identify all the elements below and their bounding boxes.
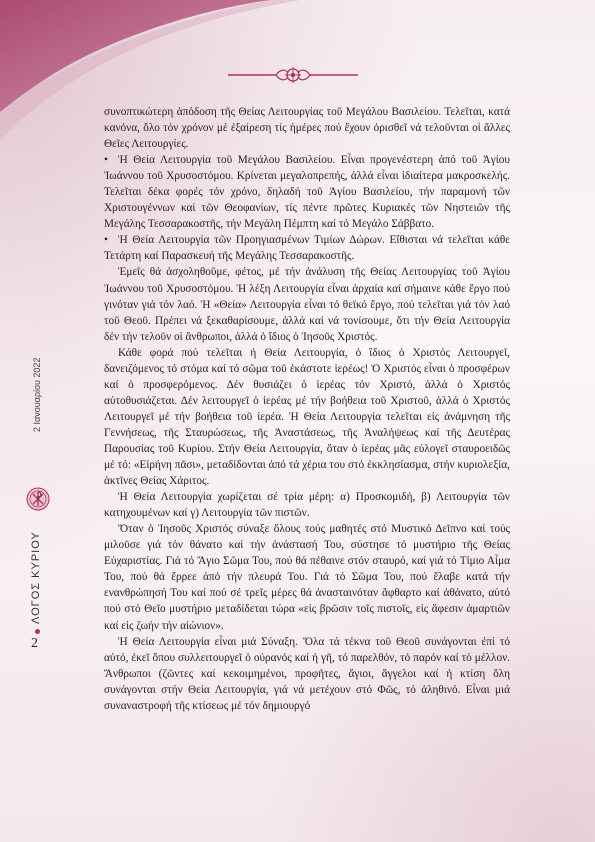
issue-date: 2 Ιανουαρίου 2022 — [32, 357, 42, 432]
paragraph: Ἐμεῖς θά ἀσχοληθοῦμε, φέτος, μέ τήν ἀνάλυση τῆς Θείας Λειτουργίας τοῦ Ἁγίου Ἰωάννου τοῦ Χρυσοστόμου. Ἡ λέξη Λειτουργία εἶναι ἀρχαία καί σήμαινε κάθε ἔργο πού γινόταν γιά τόν λαό. Ἡ «Θεία» Λειτουργία εἶναι τό θεϊκό ἔργο, πού τελεῖται γιά τόν λαό τοῦ Θεοῦ. Πρέπει νά ξεκαθαρίσουμε, ἀλλά καί νά τονίσουμε, ὅτι τήν Θεία Λειτουργία δέν τήν τελοῦν οἱ ἄνθρωποι, ἀλλά ὁ ἴδιος ὁ Ἰησοῦς Χριστός. — [104, 266, 510, 343]
ornate-divider-icon — [228, 64, 358, 86]
paragraph: Ἡ Θεία Λειτουργία εἶναι μιά Σύναξη. Ὅλα τά τέκνα τοῦ Θεοῦ συνάγονται ἐπί τό αὐτό, ἐκεῖ ὅπου συλλειτουργεῖ ὁ οὐρανός καί ἡ γῆ, τό παρελθόν, τό παρόν καί τό μέλλον. Ἄνθρωποι (ζῶντες καί κεκοιμημένοι, προφῆτες, ἅγιοι, ἄγγελοι καί ἡ κτίση ὅλη συνάγονται στήν Θεία Λειτουργία, γιά νά μετέχουν στό Φῶς, τό ἀληθινό. Εἶναι μιά συναναστροφή τῆς κτίσεως μέ τόν δημιουργό — [104, 635, 510, 712]
bullet-text: Ἡ Θεία Λειτουργία τῶν Προηγιασμένων Τιμίων Δώρων. Εἴθισται νά τελεῖται κάθε Τετάρτη καί Παρασκευή τῆς Μεγάλης Τεσσαρακοστῆς. — [104, 234, 510, 263]
bullet-text: Ἡ Θεία Λειτουργία τοῦ Μεγάλου Βασιλείου. Εἶναι προγενέστερη ἀπό τοῦ Ἁγίου Ἰωάννου τοῦ Χρυσοστόμου. Κρίνεται μεγαλοπρεπής, ἀλλά εἶναι ἰδιαίτερα μακροσκελής. Τελεῖται δέκα φορές τόν χρόνο, δηλαδή τοῦ Ἁγίου Βασιλείου, τήν παραμονή τῶν Χριστουγέννων καί τῶν Θεοφανίων, τίς πέντε πρῶτες Κυριακές τῶν Νηστειῶν τῆς Μεγάλης Τεσσαρακοστῆς, τήν Μεγάλη Πέμπτη καί τό Μεγάλο Σάββατο. — [104, 154, 510, 231]
paragraph: Ἡ Θεία Λειτουργία χωρίζεται σέ τρία μέρη: α) Προσκομιδή, β) Λειτουργία τῶν κατηχουμένων καί γ) Λειτουργία τῶν πιστῶν. — [104, 491, 510, 520]
bullet-mark: • — [104, 154, 108, 167]
bullet-item — [104, 152, 510, 232]
paragraph: Ὅταν ὁ Ἰησοῦς Χριστός σύναξε ὅλους τούς μαθητές στό Μυστικό Δεῖπνο καί τούς μιλοῦσε γιά τόν θάνατο καί τήν ἀνάστασή Του, σύστησε τό μυστήριο τῆς Θείας Εὐχαριστίας. Γιά τό Ἅγιο Σῶμα Του, πού θά πέθαινε στόν σταυρό, καί γιά τό Τίμιο Αἷμα Του, πού θά ἔρρεε ἀπό τήν πλευρά Του. Γιά τό Σῶμα Του, πού ἔλαβε κατά τήν ενανθρώπησή Του καί πού σέ τρεῖς μέρες θά ἀνασταινόταν ἄφθαρτο καί ἀθάνατο, αὐτό πού στό Θεῖο μυστήριο μεταδίδεται τώρα «εἰς βρῶσιν τοῖς πιστοῖς, εἰς ἄφεσιν ἁμαρτιῶν καί εἰς ζωήν τήν αἰώνιον». — [104, 523, 510, 632]
bullet-mark: • — [104, 234, 108, 247]
page-number: 2 — [31, 636, 38, 651]
paragraph: συνοπτικώτερη ἀπόδοση τῆς Θείας Λειτουργίας τοῦ Μεγάλου Βασιλείου. Τελεῖται, κατά κανόνα, ὅλο τόν χρόνον μέ ἐξαίρεση τίς ἡμέρες πού ἔχουν ὁρισθεῖ νά τελοῦνται οἱ ἄλλες Θεῖες Λειτουργίες. — [104, 106, 510, 151]
article-body — [104, 104, 510, 714]
publication-title: ΛΟΓΟΣ ΚΥΡΙΟΥ — [30, 531, 42, 624]
chi-rho-emblem-icon — [26, 487, 50, 511]
accent-dot — [35, 629, 40, 634]
bullet-item — [104, 232, 510, 264]
paragraph: Κάθε φορά πού τελεῖται ἡ Θεία Λειτουργία, ὁ ἴδιος ὁ Χριστός Λειτουργεῖ, δανειζόμενος τό στόμα καί τό σῶμα τοῦ ἑκάστοτε ἱερέως! Ὁ Χριστός εἶναι ὁ προσφέρων καί ὁ προσφερόμενος. Δέν θυσιάζει ὁ ἱερέας τόν Χριστό, ἀλλά ὁ Χριστός αὐτοθυσιάζεται. Δέν λειτουργεῖ ὁ ἱερέας μέ τήν βοήθεια τοῦ Χριστοῦ, ἀλλά ὁ Χριστός Λειτουργεῖ μέ τήν βοήθεια τοῦ ἱερέα. Ἡ Θεία Λειτουργία τελεῖται εἰς ἀνάμνηση τῆς Γεννήσεως, τῆς Σταυρώσεως, τῆς Ἀναστάσεως, τῆς Ἀναλήψεως καί τῆς Δευτέρας Παρουσίας τοῦ Κυρίου. Στήν Θεία Λειτουργία, ὅταν ὁ ἱερέας μᾶς εὐλογεῖ σταυροειδῶς μέ τό: «Εἰρήνη πᾶσι», μεταδίδονται ἀπό τά χέρια του στό ἐκκλησίασμα, στήν κυριολεξία, ἀκτῖνες Θείας Χάριτος. — [104, 346, 510, 488]
